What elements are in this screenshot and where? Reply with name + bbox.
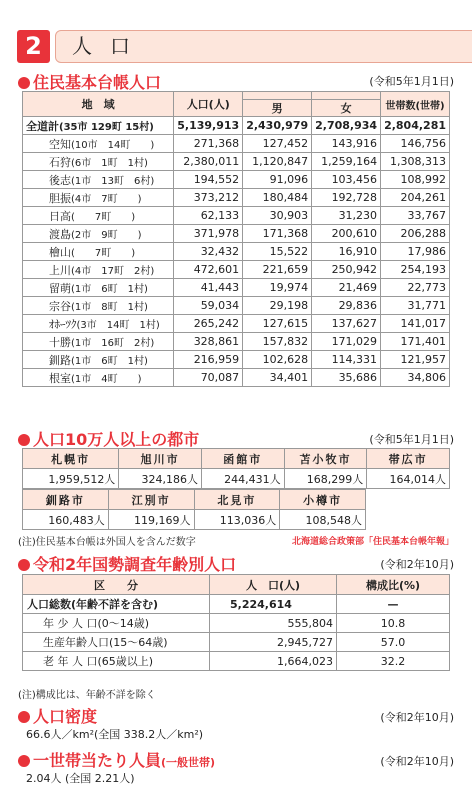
- s2-title: 人口10万人以上の都市: [18, 427, 199, 450]
- s1-title: 住民基本台帳人口: [18, 70, 161, 93]
- age-pop-cell: 555,804: [210, 614, 337, 633]
- table-row: [23, 135, 450, 153]
- area-name: 渡島: [49, 227, 71, 241]
- area-name: 石狩: [49, 155, 71, 169]
- area-name: 十勝: [49, 335, 71, 349]
- female-cell: 200,610: [312, 225, 381, 243]
- area-detail: (6市 1町 1村): [71, 157, 148, 169]
- s3-note: (注)構成比は、年齢不詳を除く: [18, 690, 156, 701]
- area-name: 全道計: [26, 119, 59, 133]
- bullet-icon: [18, 434, 30, 446]
- age-pop-cell: 1,664,023: [210, 652, 337, 671]
- age-population-table: [22, 574, 450, 671]
- section-title: 人口: [55, 30, 472, 63]
- s5-title: 一世帯当たり人員(一般世帯): [18, 748, 215, 771]
- table-row: [23, 315, 450, 333]
- city-population: 164,014人: [367, 469, 450, 489]
- table-row: [23, 279, 450, 297]
- area-name: 宗谷: [49, 299, 71, 313]
- male-cell: 91,096: [243, 171, 312, 189]
- table-row: [23, 225, 450, 243]
- female-cell: 29,836: [312, 297, 381, 315]
- city-name: 釧路市: [23, 490, 109, 510]
- female-cell: 21,469: [312, 279, 381, 297]
- area-cell: [23, 171, 174, 189]
- pop-cell: 371,978: [174, 225, 243, 243]
- category-cell: 老 年 人 口(65歳以上): [23, 652, 210, 671]
- female-cell: 16,910: [312, 243, 381, 261]
- col-households: 世帯数(世帯): [381, 92, 450, 117]
- ratio-cell: 57.0: [337, 633, 450, 652]
- col-category: 区 分: [23, 575, 210, 595]
- area-cell: [23, 351, 174, 369]
- area-detail: (3市 14町 1村): [76, 319, 160, 331]
- pop-cell: 70,087: [174, 369, 243, 387]
- male-cell: 127,452: [243, 135, 312, 153]
- area-cell: [23, 117, 174, 135]
- hh-cell: 34,806: [381, 369, 450, 387]
- hh-cell: 206,288: [381, 225, 450, 243]
- hh-cell: 22,773: [381, 279, 450, 297]
- age-pop-cell: 2,945,727: [210, 633, 337, 652]
- area-detail: ( 7町 ): [71, 211, 136, 223]
- section-number: 2: [17, 30, 50, 63]
- hh-cell: 146,756: [381, 135, 450, 153]
- city-name: 帯広市: [367, 449, 450, 469]
- city-name: 函館市: [201, 449, 284, 469]
- table-row: [23, 189, 450, 207]
- pop-cell: 41,443: [174, 279, 243, 297]
- pop-cell: 5,139,913: [174, 117, 243, 135]
- female-cell: 35,686: [312, 369, 381, 387]
- area-cell: [23, 153, 174, 171]
- area-cell: [23, 189, 174, 207]
- s5-date: (令和2年10月): [380, 755, 454, 768]
- female-cell: 1,259,164: [312, 153, 381, 171]
- bullet-icon: [18, 711, 30, 723]
- bullet-icon: [18, 755, 30, 767]
- table-row: [23, 351, 450, 369]
- hh-cell: 31,771: [381, 297, 450, 315]
- pop-cell: 32,432: [174, 243, 243, 261]
- male-cell: 15,522: [243, 243, 312, 261]
- table-row: [23, 243, 450, 261]
- area-cell: [23, 333, 174, 351]
- city-name: 北見市: [194, 490, 280, 510]
- male-cell: 2,430,979: [243, 117, 312, 135]
- col-male: 男: [243, 100, 312, 117]
- pop-cell: 216,959: [174, 351, 243, 369]
- pop-cell: 62,133: [174, 207, 243, 225]
- col-ratio: 構成比(%): [337, 575, 450, 595]
- table-row: [23, 207, 450, 225]
- city-name: 旭川市: [119, 449, 202, 469]
- category-cell: 人口総数(年齢不詳を含む): [23, 595, 210, 614]
- age-pop-cell: 5,224,614: [210, 595, 337, 614]
- hh-cell: 254,193: [381, 261, 450, 279]
- male-cell: 34,401: [243, 369, 312, 387]
- area-detail: (2市 9町 ): [71, 229, 142, 241]
- female-cell: 192,728: [312, 189, 381, 207]
- category-cell: 生産年齢人口(15～64歳): [23, 633, 210, 652]
- city-population: 113,036人: [194, 510, 280, 530]
- city-name: 江別市: [108, 490, 194, 510]
- area-name: 胆振: [49, 191, 71, 205]
- female-cell: 137,627: [312, 315, 381, 333]
- hh-cell: 121,957: [381, 351, 450, 369]
- col-area: 地 域: [23, 92, 174, 117]
- density-value: 66.6人／km²(全国 338.2人／km²): [26, 728, 204, 741]
- female-cell: 114,331: [312, 351, 381, 369]
- pop-cell: 472,601: [174, 261, 243, 279]
- female-cell: 143,916: [312, 135, 381, 153]
- pop-cell: 373,212: [174, 189, 243, 207]
- area-detail: (1市 4町 ): [71, 373, 142, 385]
- male-cell: 19,974: [243, 279, 312, 297]
- table-row: [23, 171, 450, 189]
- female-cell: 31,230: [312, 207, 381, 225]
- pop-cell: 2,380,011: [174, 153, 243, 171]
- area-cell: [23, 135, 174, 153]
- city-name: 札幌市: [23, 449, 119, 469]
- s1-date: (令和5年1月1日): [369, 75, 454, 88]
- area-name: ｵﾎｰﾂｸ: [49, 317, 77, 331]
- area-detail: (4市 7町 ): [71, 193, 142, 205]
- area-cell: [23, 243, 174, 261]
- hh-cell: 1,308,313: [381, 153, 450, 171]
- col-age-pop: 人 口(人): [210, 575, 337, 595]
- table-row: [23, 652, 450, 671]
- bullet-icon: [18, 77, 30, 89]
- area-name: 後志: [49, 173, 71, 187]
- ratio-cell: —: [337, 595, 450, 614]
- table-row: [23, 261, 450, 279]
- area-name: 根室: [49, 371, 71, 385]
- bullet-icon: [18, 559, 30, 571]
- female-cell: 103,456: [312, 171, 381, 189]
- area-cell: [23, 315, 174, 333]
- male-cell: 180,484: [243, 189, 312, 207]
- area-detail: (1市 8町 1村): [71, 301, 148, 313]
- table-row: [23, 333, 450, 351]
- household-size-value: 2.04人 (全国 2.21人): [26, 772, 135, 785]
- city-population: 1,959,512人: [23, 469, 119, 489]
- female-cell: 2,708,934: [312, 117, 381, 135]
- table-row: [23, 297, 450, 315]
- area-detail: (1市 16町 2村): [71, 337, 155, 349]
- pop-cell: 194,552: [174, 171, 243, 189]
- table-row: [23, 595, 450, 614]
- male-cell: 30,903: [243, 207, 312, 225]
- registry-population-table: [22, 91, 450, 387]
- area-detail: (35市 129町 15村): [59, 121, 154, 133]
- s2-date: (令和5年1月1日): [369, 433, 454, 446]
- male-cell: 29,198: [243, 297, 312, 315]
- pop-cell: 271,368: [174, 135, 243, 153]
- area-cell: [23, 207, 174, 225]
- male-cell: 171,368: [243, 225, 312, 243]
- s2-note: (注)住民基本台帳は外国人を含んだ数字: [18, 537, 196, 548]
- pop-cell: 328,861: [174, 333, 243, 351]
- hh-cell: 141,017: [381, 315, 450, 333]
- male-cell: 1,120,847: [243, 153, 312, 171]
- area-cell: [23, 369, 174, 387]
- area-name: 留萌: [49, 281, 71, 295]
- area-detail: (1市 13町 6村): [71, 175, 155, 187]
- male-cell: 102,628: [243, 351, 312, 369]
- table-row: [23, 117, 450, 135]
- s3-date: (令和2年10月): [380, 558, 454, 571]
- pop-cell: 265,242: [174, 315, 243, 333]
- area-detail: (1市 6町 1村): [71, 355, 148, 367]
- city-population: 160,483人: [23, 510, 109, 530]
- hh-cell: 108,992: [381, 171, 450, 189]
- city-population: 324,186人: [119, 469, 202, 489]
- area-detail: (10市 14町 ): [71, 139, 155, 151]
- male-cell: 127,615: [243, 315, 312, 333]
- city-name: 小樽市: [280, 490, 366, 510]
- area-name: 上川: [49, 263, 71, 277]
- s4-date: (令和2年10月): [380, 711, 454, 724]
- table-row: [23, 369, 450, 387]
- col-pop: 人口(人): [174, 92, 243, 117]
- area-cell: [23, 225, 174, 243]
- hh-cell: 204,261: [381, 189, 450, 207]
- area-name: 檜山: [49, 245, 71, 259]
- area-name: 日高: [49, 209, 71, 223]
- hh-cell: 33,767: [381, 207, 450, 225]
- area-detail: ( 7町 ): [71, 247, 136, 259]
- female-cell: 171,029: [312, 333, 381, 351]
- male-cell: 157,832: [243, 333, 312, 351]
- area-cell: [23, 279, 174, 297]
- cities-table-1: [22, 448, 450, 489]
- table-row: [23, 633, 450, 652]
- area-cell: [23, 297, 174, 315]
- category-cell: 年 少 人 口(0～14歳): [23, 614, 210, 633]
- table-row: [23, 153, 450, 171]
- city-population: 108,548人: [280, 510, 366, 530]
- female-cell: 250,942: [312, 261, 381, 279]
- city-population: 168,299人: [284, 469, 367, 489]
- area-name: 釧路: [49, 353, 71, 367]
- hh-cell: 2,804,281: [381, 117, 450, 135]
- cities-table-2: [22, 489, 366, 530]
- city-population: 119,169人: [108, 510, 194, 530]
- ratio-cell: 32.2: [337, 652, 450, 671]
- ratio-cell: 10.8: [337, 614, 450, 633]
- area-name: 空知: [49, 137, 71, 151]
- male-cell: 221,659: [243, 261, 312, 279]
- city-name: 苫小牧市: [284, 449, 367, 469]
- hh-cell: 171,401: [381, 333, 450, 351]
- s2-source: 北海道総合政策部「住民基本台帳年報」: [291, 537, 454, 547]
- area-detail: (1市 6町 1村): [71, 283, 148, 295]
- area-cell: [23, 261, 174, 279]
- col-female: 女: [312, 100, 381, 117]
- pop-cell: 59,034: [174, 297, 243, 315]
- area-detail: (4市 17町 2村): [71, 265, 155, 277]
- hh-cell: 17,986: [381, 243, 450, 261]
- city-population: 244,431人: [201, 469, 284, 489]
- s4-title: 人口密度: [18, 704, 97, 727]
- table-row: [23, 614, 450, 633]
- s3-title: 令和2年国勢調査年齢別人口: [18, 552, 236, 575]
